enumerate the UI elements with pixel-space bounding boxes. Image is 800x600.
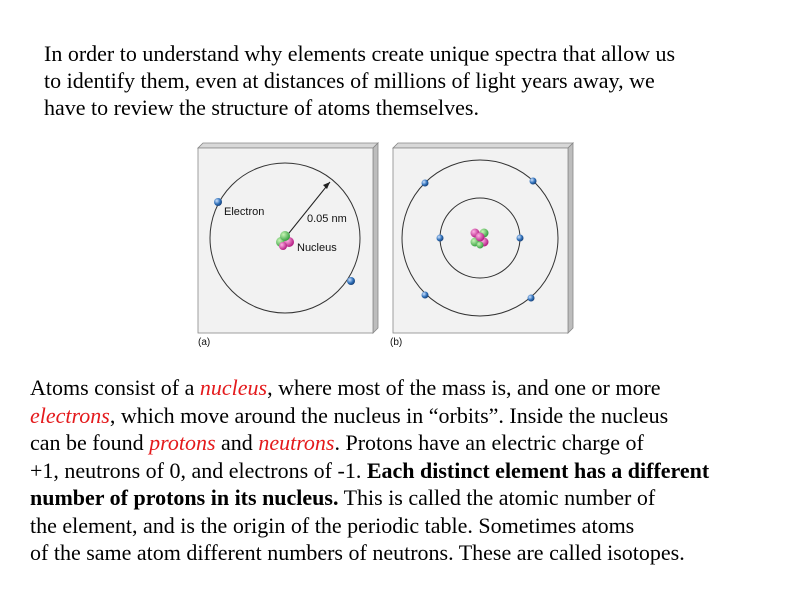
intro-line-3: have to review the structure of atoms themselves.: [44, 95, 479, 120]
electron-a-1: [214, 198, 222, 206]
text-run: can be found: [30, 430, 150, 455]
emphasis-text: number of protons in its nucleus.: [30, 485, 339, 510]
text-run: This is called the atomic number of: [338, 485, 656, 510]
term-protons: protons: [149, 430, 216, 455]
panel-a: [198, 143, 378, 348]
text-run: +1, neutrons of 0, and electrons of -1.: [30, 457, 367, 483]
electron-b-1: [437, 235, 444, 242]
body-line-1: [30, 374, 790, 402]
body-paragraph: [30, 374, 790, 567]
body-line-4: [30, 457, 790, 485]
caption-a: (a): [198, 337, 211, 348]
electron-b-6: [528, 295, 535, 302]
caption-b: (b): [390, 337, 403, 348]
body-line-7: of the same atom different numbers of neutrons. These are called isotopes.: [30, 540, 685, 565]
electron-b-2: [517, 235, 524, 242]
body-line-3: [30, 429, 790, 457]
electron-b-3: [422, 180, 429, 187]
atom-figure: [190, 140, 590, 355]
electron-a-2: [347, 277, 355, 285]
term-nucleus: nucleus: [199, 375, 268, 400]
electron-b-5: [422, 292, 429, 299]
text-run: . Protons have an electric charge of: [334, 430, 644, 455]
intro-line-2: to identify them, even at distances of millions of light years away, we: [44, 68, 655, 93]
text-run: , which move around the nucleus in “orbits”. Inside the nucleus: [109, 402, 669, 428]
electron-b-4: [530, 178, 537, 185]
panel-b: [390, 143, 573, 348]
body-line-5: [30, 484, 790, 512]
intro-line-1: In order to understand why elements create unique spectra that allow us: [44, 41, 676, 66]
body-line-6: the element, and is the origin of the periodic table. Sometimes atoms: [30, 512, 635, 538]
electron-label: Electron: [224, 206, 265, 218]
nucleus-label: Nucleus: [297, 242, 337, 254]
atom-diagram: [190, 140, 590, 355]
emphasis-text: Each distinct element has a different: [366, 457, 710, 483]
radius-label: 0.05 nm: [307, 213, 347, 225]
text-run: Atoms consist of a: [30, 375, 200, 400]
term-neutrons: neutrons: [258, 430, 335, 455]
body-line-2: [30, 402, 790, 430]
intro-paragraph: [44, 40, 764, 121]
term-electrons: electrons: [30, 402, 110, 428]
text-run: , where most of the mass is, and one or more: [267, 375, 661, 400]
text-run: and: [215, 430, 259, 455]
